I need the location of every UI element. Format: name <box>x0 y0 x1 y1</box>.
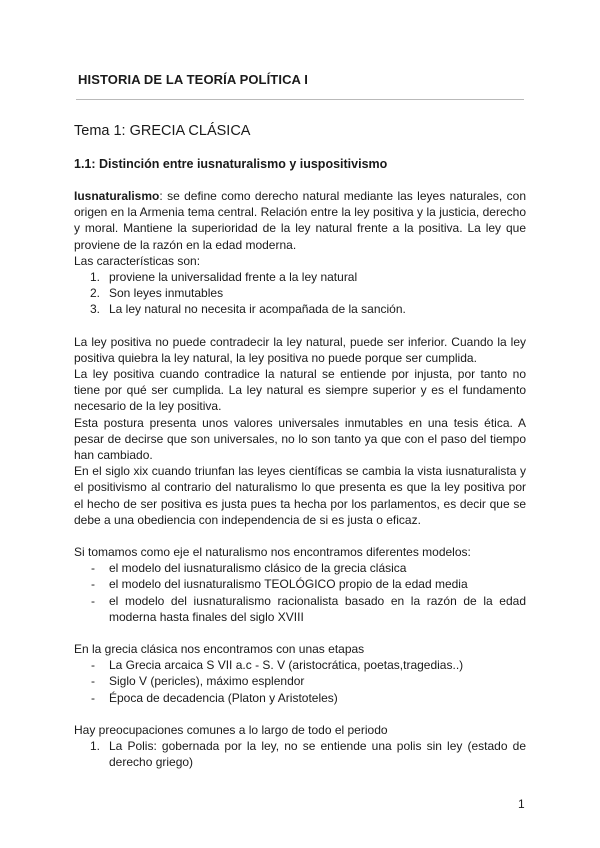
list-item-text: el modelo del iusnaturalismo racionalista basado en la razón de la edad moderna hasta finales del siglo XVIII <box>109 593 526 624</box>
list-item <box>74 576 526 592</box>
list-item <box>74 593 526 625</box>
list-item <box>74 301 526 317</box>
list-item-text: el modelo del iusnaturalismo clásico de la grecia clásica <box>109 561 407 576</box>
title-divider <box>76 99 524 100</box>
paragraph: La ley positiva no puede contradecir la ley natural, puede ser inferior. Cuando la ley positiva quiebra la ley natural, la ley positiva no puede porque ser cumplida. <box>74 334 526 365</box>
concerns-intro: Hay preocupaciones comunes a lo largo de todo el periodo <box>74 722 388 737</box>
list-item-text: La Grecia arcaica S VII a.c - S. V (aristocrática, poetas,tragedias..) <box>109 658 464 673</box>
list-item <box>74 738 526 770</box>
list-item-text: La Polis: gobernada por la ley, no se entiende una polis sin ley (estado de derecho griego) <box>109 739 526 770</box>
document-title: HISTORIA DE LA TEORÍA POLÍTICA I <box>78 72 308 87</box>
chapter-heading: Tema 1: GRECIA CLÁSICA <box>74 123 251 139</box>
list-item <box>74 269 526 285</box>
paragraph: Esta postura presenta unos valores universales inmutables en una tesis ética. A pesar de decirse que son universales, no lo son tanto ya que con el paso del tiempo han cambiado. <box>74 415 526 463</box>
concerns-list <box>74 738 526 770</box>
body-text <box>74 188 526 771</box>
list-marker: - <box>91 593 95 608</box>
list-item-text: Época de decadencia (Platon y Aristoteles) <box>109 690 338 705</box>
list-marker: 1. <box>90 739 101 754</box>
term-iusnaturalismo: Iusnaturalismo <box>74 189 160 203</box>
list-item-text: Siglo V (pericles), máximo esplendor <box>109 674 305 689</box>
page-number: 1 <box>518 797 525 811</box>
models-list <box>74 560 526 625</box>
stages-list <box>74 657 526 706</box>
list-marker: - <box>91 690 95 705</box>
list-marker: - <box>91 674 95 689</box>
list-marker: 1. <box>90 270 101 285</box>
list-marker: - <box>91 577 95 592</box>
list-item-text: el modelo del iusnaturalismo TEOLÓGICO propio de la edad media <box>109 577 468 592</box>
list-item <box>74 673 526 689</box>
list-marker: 2. <box>90 286 101 301</box>
list-marker: - <box>91 658 95 673</box>
characteristics-label: Las características son: <box>74 253 201 268</box>
characteristics-list <box>74 269 526 318</box>
list-item <box>74 657 526 673</box>
list-item <box>74 560 526 576</box>
paragraph: La ley positiva cuando contradice la natural se entiende por injusta, por tanto no tiene por qué ser cumplida. La ley natural es siempre superior y es el fundamento necesario de la ley positiva. <box>74 367 526 414</box>
stages-intro: En la grecia clásica nos encontramos con unas etapas <box>74 642 365 657</box>
list-item-text: La ley natural no necesita ir acompañada de la sanción. <box>109 302 406 317</box>
paragraph: En el siglo xix cuando triunfan las leyes científicas se cambia la vista iusnaturalista y el positivismo al contrario del naturalismo lo que presenta es que la ley positiva por el hecho de ser positiva es justa pues ta hecha por los parlamentos, es decir que se debe a una obediencia con independencia de si es justa o eficaz. <box>74 464 526 527</box>
section-heading: 1.1: Distinción entre iusnaturalismo y iuspositivismo <box>74 157 388 171</box>
list-marker: 3. <box>90 302 101 317</box>
intro-text: : se define como derecho natural mediante las leyes naturales, con origen en la Armenia tema central. Relación entre la ley positiva y la justicia, derecho y moral. Mantiene la superioridad de la ley natural frente a la positiva. La ley que proviene de la razón en la edad moderna. <box>74 189 526 252</box>
intro-paragraph <box>74 188 526 253</box>
list-item <box>74 285 526 301</box>
list-item-text: Son leyes inmutables <box>109 286 224 301</box>
list-item <box>74 690 526 706</box>
list-item-text: proviene la universalidad frente a la ley natural <box>109 270 358 285</box>
models-intro: Si tomamos como eje el naturalismo nos encontramos diferentes modelos: <box>74 545 471 560</box>
list-marker: - <box>91 561 95 576</box>
